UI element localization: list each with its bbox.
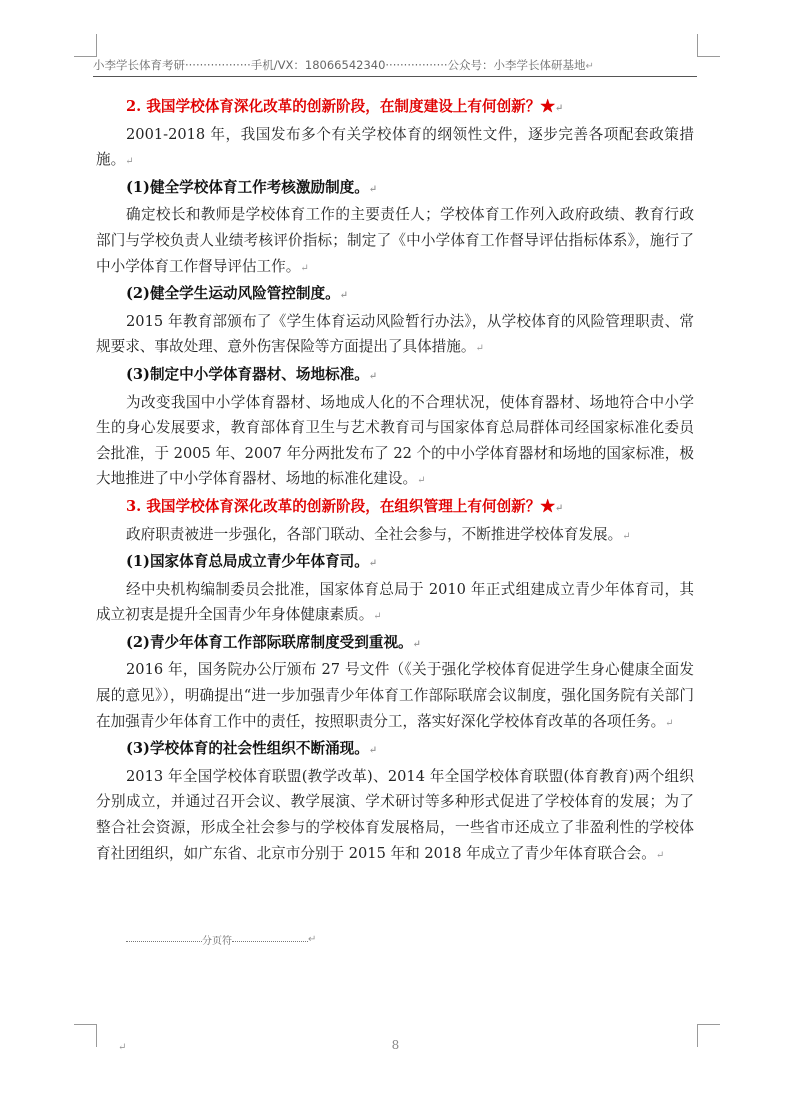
sub-heading: (1)健全学校体育工作考核激励制度。↵ bbox=[126, 178, 378, 196]
body-paragraph: 为改变我国中小学体育器材、场地成人化的不合理状况，使体育器材、场地符合中小学生的身心发展要求，教育部体育卫生与艺术教育司与国家体育总局群体司经国家标准化委员会批准，于 2005 年、2007 年分两批发布了 22 个的中小学体育器材和场地的国家标准，极大地推进了中小学体育器材、场地的标准化建设。↵ bbox=[96, 393, 694, 488]
sub-heading: (2)青少年体育工作部际联席制度受到重视。↵ bbox=[126, 633, 422, 651]
question-heading: 3. 我国学校体育深化改革的创新阶段，在组织管理上有何创新？★↵ bbox=[126, 497, 564, 515]
paragraph-mark-icon: ↵ bbox=[585, 61, 594, 72]
sub-heading: (2)健全学生运动风险管控制度。↵ bbox=[126, 285, 349, 303]
page-header bbox=[93, 57, 697, 77]
sub-heading: (3)学校体育的社会性组织不断涌现。↵ bbox=[126, 740, 378, 758]
header-text: 小李学长体育考研··················手机/VX：18066542340·················公众号：小李学长体研基地 bbox=[93, 58, 586, 72]
crop-mark-top-left bbox=[74, 34, 97, 57]
document-body[interactable] bbox=[96, 94, 694, 868]
page-break-label: 分页符 bbox=[202, 936, 232, 947]
paragraph-mark-icon: ↵ bbox=[308, 934, 317, 945]
paragraph-mark-icon: ↵ bbox=[118, 1042, 127, 1053]
crop-mark-top-right bbox=[697, 34, 720, 57]
question-heading: 2. 我国学校体育深化改革的创新阶段，在制度建设上有何创新？★↵ bbox=[126, 98, 564, 115]
body-paragraph: 政府职责被进一步强化，各部门联动、全社会参与，不断推进学校体育发展。↵ bbox=[126, 525, 631, 543]
sub-heading: (3)制定中小学体育器材、场地标准。↵ bbox=[126, 365, 378, 383]
page-break-marker bbox=[126, 932, 316, 947]
body-paragraph: 2015 年教育部颁布了《学生体育运动风险暂行办法》，从学校体育的风险管理职责、常规要求、事故处理、意外伤害保险等方面提出了具体措施。↵ bbox=[96, 312, 694, 356]
body-paragraph: 2001-2018 年，我国发布多个有关学校体育的纲领性文件，逐步完善各项配套政策措施。↵ bbox=[96, 125, 694, 169]
page-break-line-right bbox=[232, 941, 308, 942]
page-break-line-left bbox=[126, 941, 202, 942]
body-paragraph: 经中央机构编制委员会批准，国家体育总局于 2010 年正式组建成立青少年体育司，其成立初衷是提升全国青少年身体健康素质。↵ bbox=[96, 580, 694, 624]
body-paragraph: 确定校长和教师是学校体育工作的主要责任人；学校体育工作列入政府政绩、教育行政部门与学校负责人业绩考核评价指标；制定了《中小学体育工作督导评估指标体系》，施行了中小学体育工作督导评估工作。↵ bbox=[96, 206, 694, 275]
page-number: 8 bbox=[391, 1038, 400, 1052]
body-paragraph: 2013 年全国学校体育联盟(教学改革)、2014 年全国学校体育联盟(体育教育)两个组织分别成立，并通过召开会议、教学展演、学术研讨等多种形式促进了学校体育的发展；为了整合社会资源，形成全社会参与的学校体育发展格局，一些省市还成立了非盈利性的学校体育社团组织，如广东省、北京市分别于 2015 年和 2018 年成立了青少年体育联合会。↵ bbox=[96, 767, 694, 862]
sub-heading: (1)国家体育总局成立青少年体育司。↵ bbox=[126, 553, 378, 571]
body-paragraph: 2016 年，国务院办公厅颁布 27 号文件（《关于强化学校体育促进学生身心健康全面发展的意见》），明确提出“进一步加强青少年体育工作部际联席会议制度，强化国务院有关部门在加强青少年体育工作中的责任，按照职责分工，落实好深化学校体育改革的各项任务。↵ bbox=[96, 661, 694, 730]
